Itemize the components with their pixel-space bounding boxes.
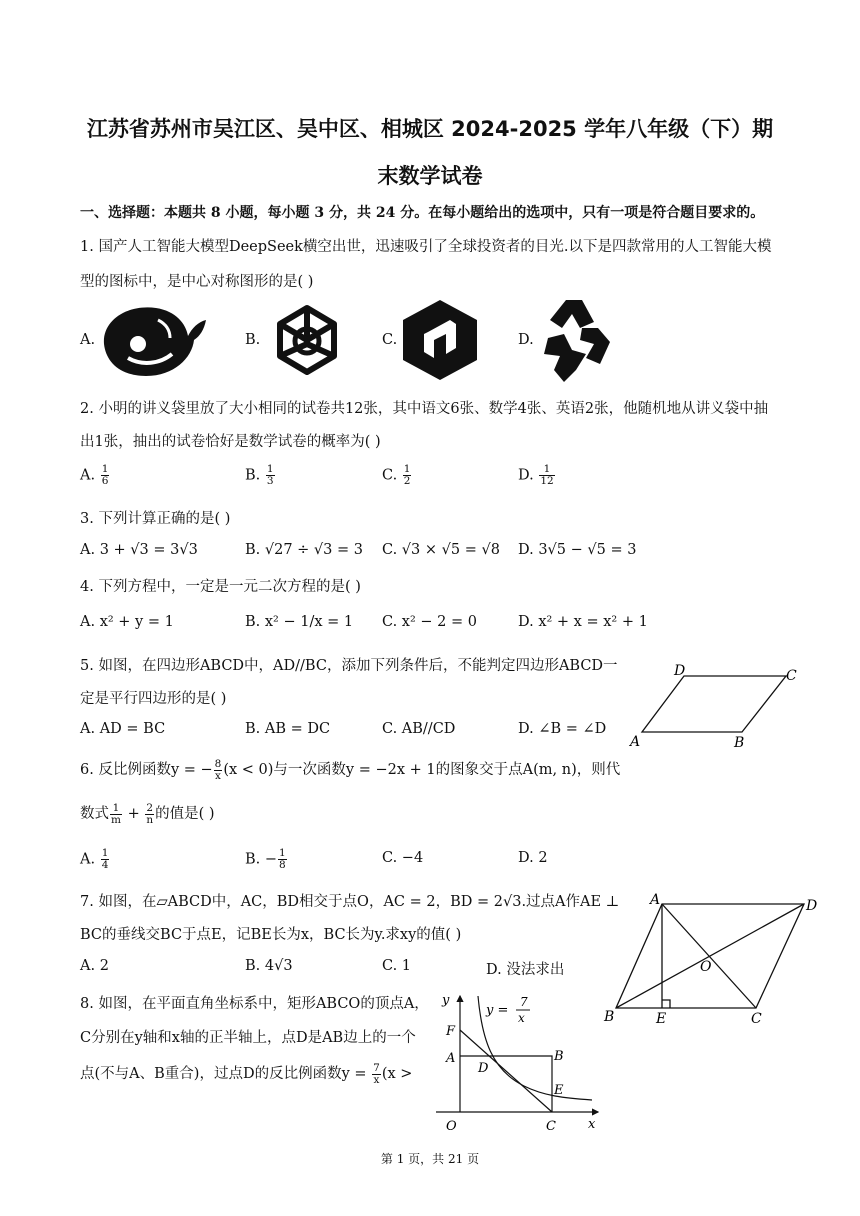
q2-option-d	[518, 464, 556, 487]
q3-option-b: B. √27 ÷ √3 = 3	[245, 542, 363, 558]
point-label-f: F	[446, 1024, 456, 1039]
point-label-e: E	[554, 1083, 564, 1098]
vertex-label-a: A	[650, 892, 661, 908]
right-angle-mark	[662, 1000, 670, 1008]
denominator: x	[215, 769, 221, 782]
q8-line-3	[80, 1062, 412, 1086]
rectangle-abco	[460, 1056, 552, 1112]
section-heading: 一、选择题：本题共 8 小题，每小题 3 分，共 24 分。在每小题给出的选项中，只有一项是符合题目要求的。	[80, 205, 765, 221]
q2-option-b-fraction	[266, 464, 275, 487]
q2-line-1: 2. 小明的讲义袋里放了大小相同的试卷共12张，其中语文6张、数学4张、英语2张，他随机地从讲义袋中抽	[80, 401, 769, 417]
q4-option-b: B. x² − 1/x = 1	[245, 614, 354, 630]
point-label-o: O	[446, 1119, 457, 1134]
vertex-label-d: D	[806, 898, 818, 914]
curve-label-y-eq: y =	[486, 1003, 509, 1018]
vertex-label-e: E	[656, 1011, 667, 1027]
q1-option-d-label: D.	[518, 332, 534, 348]
q2-option-a	[80, 464, 110, 487]
q1-option-a-label: A.	[80, 332, 96, 348]
q5-option-b: B. AB = DC	[245, 721, 331, 737]
numerator: 2	[146, 801, 154, 814]
q2-option-d-fraction	[539, 464, 554, 487]
numerator: 1	[101, 463, 109, 475]
q6-option-a	[80, 848, 110, 871]
curve-label-denominator: x	[518, 1011, 525, 1025]
q7-option-a: A. 2	[80, 958, 109, 974]
q2-option-a-fraction	[101, 464, 110, 487]
vertex-label-b: B	[734, 735, 745, 751]
q7-option-b: B. 4√3	[245, 958, 293, 974]
q6-option-b	[245, 848, 288, 871]
q8-line-3-b: (x >	[381, 1066, 413, 1082]
vertex-label-d: D	[674, 663, 686, 679]
q4-option-c: C. x² − 2 = 0	[382, 614, 477, 630]
q6-line-1-a: 6. 反比例函数y = −	[80, 762, 213, 778]
denominator: 8	[279, 859, 286, 871]
q2-option-a-label: A.	[80, 467, 96, 484]
q7-line-1: 7. 如图，在▱ABCD中，AC，BD相交于点O，AC = 2，BD = 2√3.过点A作AE ⊥	[80, 894, 620, 910]
q6-line-2	[80, 802, 215, 826]
q6-option-b-fraction	[278, 848, 287, 871]
q6-option-a-fraction	[101, 848, 110, 871]
denominator: n	[146, 813, 154, 826]
parallelogram-aeo-figure	[598, 890, 828, 1030]
q1-option-b-label: B.	[245, 332, 261, 348]
q6-line-1-b: (x < 0)与一次函数y = −2x + 1的图象交于点A(m, n)，则代	[223, 762, 621, 778]
denominator: x	[373, 1073, 380, 1086]
q1-option-c-label: C.	[382, 332, 398, 348]
q4-line-1: 4. 下列方程中，一定是一元二次方程的是( )	[80, 579, 361, 595]
title-line-2: 末数学试卷	[377, 164, 483, 188]
numerator: 1	[101, 847, 109, 859]
q3-line-1: 3. 下列计算正确的是( )	[80, 511, 231, 527]
denominator: 2	[403, 475, 411, 487]
q3-option-a: A. 3 + √3 = 3√3	[80, 542, 198, 558]
q5-option-a: A. AD = BC	[80, 721, 166, 737]
q6-option-b-label: B. −	[245, 851, 278, 868]
line-fc	[460, 1030, 552, 1112]
q2-option-b-label: B.	[245, 467, 261, 484]
denominator: 4	[101, 859, 109, 871]
triangle-star-logo-icon	[536, 298, 614, 384]
parallelogram-abcd-figure	[620, 660, 810, 752]
numerator: 1	[279, 847, 286, 859]
denominator: 6	[101, 475, 109, 487]
vertex-label-c: C	[786, 668, 797, 684]
q7-line-2: BC的垂线交BC于点E，记BE长为x，BC长为y.求xy的值( )	[80, 927, 462, 943]
q6-fraction-1-over-m	[110, 803, 122, 826]
vertex-label-o: O	[700, 959, 712, 975]
numerator: 1	[539, 464, 554, 476]
q6-line-1	[80, 758, 620, 782]
page-footer: 第 1 页，共 21 页	[380, 1152, 480, 1166]
q4-option-a: A. x² + y = 1	[80, 614, 174, 630]
axis-label-x: x	[588, 1117, 596, 1132]
q5-line-1: 5. 如图，在四边形ABCD中，AD//BC，添加下列条件后，不能判定四边形ABCD一	[80, 658, 618, 674]
q1-line-2: 型的图标中，是中心对称图形的是( )	[80, 274, 314, 290]
q5-line-2: 定是平行四边形的是( )	[80, 691, 227, 707]
q8-line-3-a: 点(不与A、B重合)，过点D的反比例函数y =	[80, 1066, 372, 1082]
q2-option-c-fraction	[403, 464, 412, 487]
numerator: 7	[373, 1061, 380, 1074]
knot-logo-icon	[264, 300, 350, 382]
q2-option-d-label: D.	[518, 467, 534, 484]
q6-fraction-8-over-x	[214, 759, 223, 782]
hexagon-logo-icon	[400, 298, 480, 382]
point-label-b: B	[554, 1049, 564, 1064]
point-label-a: A	[446, 1051, 456, 1066]
q8-line-1: 8. 如图，在平面直角坐标系中，矩形ABCO的顶点A，	[80, 996, 429, 1012]
q3-option-d: D. 3√5 − √5 = 3	[518, 542, 637, 558]
numerator: 8	[214, 757, 222, 770]
q4-option-d: D. x² + x = x² + 1	[518, 614, 648, 630]
numerator: 1	[266, 463, 274, 475]
q5-option-c: C. AB//CD	[382, 721, 456, 737]
q6-option-a-label: A.	[80, 851, 96, 868]
curve-label-numerator: 7	[520, 995, 528, 1009]
q6-line-2-a: 数式	[80, 806, 109, 822]
vertex-label-b: B	[604, 1009, 615, 1025]
q7-option-c: C. 1	[382, 958, 412, 974]
q5-option-d: D. ∠B = ∠D	[518, 721, 607, 737]
axis-label-y: y	[442, 993, 450, 1008]
denominator: 3	[266, 475, 274, 487]
q3-option-c: C. √3 × √5 = √8	[382, 542, 500, 558]
q6-option-d: D. 2	[518, 850, 548, 866]
vertex-label-a: A	[630, 734, 641, 750]
whale-logo-icon	[98, 300, 212, 380]
title-line-1: 江苏省苏州市吴江区、吴中区、相城区 2024-2025 学年八年级（下）期	[86, 117, 774, 141]
numerator: 1	[110, 803, 122, 815]
q2-line-2: 出1张，抽出的试卷恰好是数学试卷的概率为( )	[80, 434, 381, 450]
q2-option-b	[245, 464, 276, 487]
coordinate-rectangle-figure	[434, 990, 604, 1136]
q2-option-c	[382, 464, 412, 487]
q6-option-c: C. −4	[382, 850, 424, 866]
q6-plus: +	[122, 806, 145, 822]
q8-line-2: C分别在y轴和x轴的正半轴上，点D是AB边上的一个	[80, 1030, 416, 1046]
denominator: m	[111, 813, 121, 826]
q6-line-2-b: 的值是( )	[155, 806, 215, 822]
q6-fraction-2-over-n	[145, 803, 154, 826]
q2-option-c-label: C.	[382, 467, 398, 484]
numerator: 1	[403, 463, 411, 475]
vertex-label-c: C	[751, 1011, 762, 1027]
q8-fraction-7-over-x	[372, 1063, 381, 1086]
q7-option-d: D. 没法求出	[486, 962, 565, 978]
q1-line-1: 1. 国产人工智能大模型DeepSeek横空出世，迅速吸引了全球投资者的目光.以下是四款常用的人工智能大模	[80, 239, 772, 255]
parallelogram-shape	[642, 676, 786, 732]
diagonal-bd	[616, 904, 804, 1008]
denominator: 12	[540, 475, 554, 487]
point-label-c: C	[546, 1119, 556, 1134]
point-label-d: D	[478, 1061, 489, 1076]
